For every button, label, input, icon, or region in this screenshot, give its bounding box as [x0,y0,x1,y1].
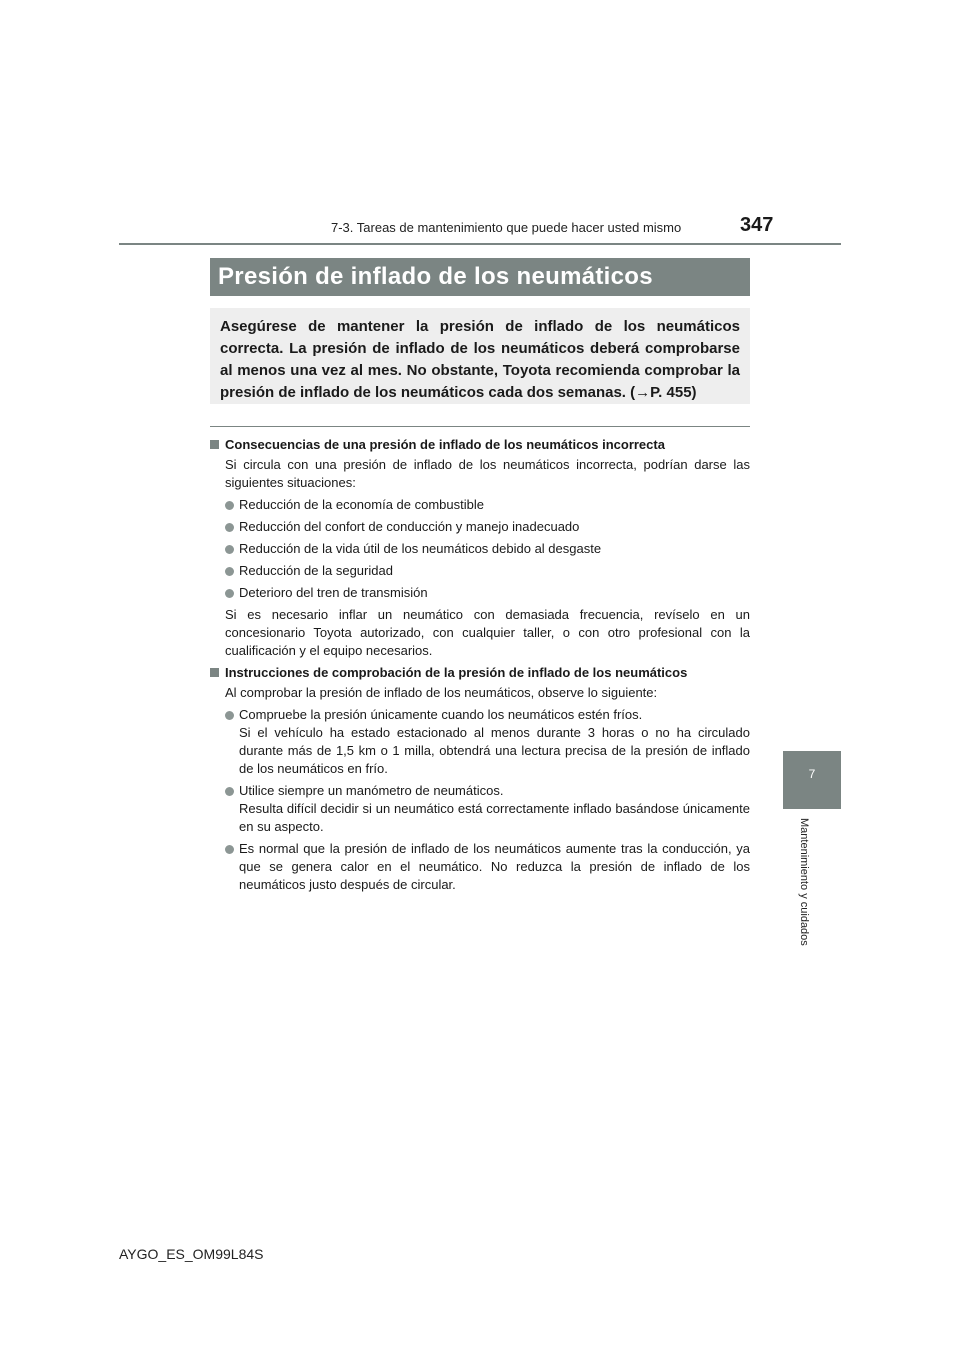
document-code: AYGO_ES_OM99L84S [119,1246,264,1262]
section-heading [210,436,750,454]
section-heading-text: Consecuencias de una presión de inflado de los neumáticos incorrecta [225,437,665,452]
square-bullet-icon [210,668,219,677]
list-item [225,782,750,836]
list-item-text: Reducción de la vida útil de los neumáticos debido al desgaste [239,541,602,556]
list-item [225,496,750,514]
round-bullet-icon [225,787,234,796]
chapter-label: Mantenimiento y cuidados [798,818,810,946]
list-item-text: Reducción del confort de conducción y manejo inadecuado [239,519,580,534]
section-lead: Al comprobar la presión de inflado de los neumáticos, observe lo siguiente: [225,685,658,700]
section-divider [210,426,750,427]
list-item-text: Deterioro del tren de transmisión [239,585,428,600]
chapter-tab [783,751,841,809]
list-item-main: Es normal que la presión de inflado de los neumáticos aumente tras la conducción, ya que se genera calor en el neumático. No reduzca la presión de inflado de los neumáticos justo después de circular. [239,841,750,892]
chapter-number: 7 [808,767,816,781]
section-heading [210,664,750,682]
list-item-text [239,706,750,778]
page-title: Presión de inflado de los neumáticos [210,258,750,296]
header-section-title: 7-3. Tareas de mantenimiento que puede hacer usted mismo [331,220,682,235]
list-item [225,584,750,602]
content [210,436,750,898]
round-bullet-icon [225,545,234,554]
list-item-detail: Si el vehículo ha estado estacionado al menos durante 3 horas o no ha circulado durante más de 1,5 km o 1 milla, obtendrá una lectura precisa de la presión de inflado de los neumáticos en frío. [239,725,750,776]
page-number: 347 [740,214,774,236]
round-bullet-icon [225,711,234,720]
list-item [225,518,750,536]
round-bullet-icon [225,845,234,854]
intro-text: Asegúrese de mantener la presión de inflado de los neumáticos correcta. La presión de inflado de los neumáticos deberá comprobarse al menos una vez al mes. No obstante, Toyota recomienda comprobar la presión de inflado de los neumáticos cada dos semanas. (→P. 455) [220,318,740,401]
round-bullet-icon [225,501,234,510]
round-bullet-icon [225,589,234,598]
list-item [225,540,750,558]
list-item [225,840,750,894]
list-item-detail: Resulta difícil decidir si un neumático está correctamente inflado basándose únicamente en su aspecto. [239,801,750,834]
section-heading-text: Instrucciones de comprobación de la presión de inflado de los neumáticos [225,665,688,680]
list-item-main: Compruebe la presión únicamente cuando los neumáticos estén fríos. [239,707,643,722]
list-item-text: Reducción de la seguridad [239,563,393,578]
list-item [225,706,750,778]
intro-box [210,308,750,404]
square-bullet-icon [210,440,219,449]
list-item-text [239,782,750,836]
list-item-text: Reducción de la economía de combustible [239,497,484,512]
section-lead: Si circula con una presión de inflado de los neumáticos incorrecta, podrían darse las siguientes situaciones: [225,457,750,490]
list-item-text [239,840,750,894]
section-closing: Si es necesario inflar un neumático con demasiada frecuencia, revíselo en un concesionario Toyota autorizado, con cualquier taller, o con otro profesional con la cualificación y el equipo necesarios. [225,607,750,658]
list-item-main: Utilice siempre un manómetro de neumáticos. [239,783,504,798]
header-divider [119,243,841,245]
round-bullet-icon [225,523,234,532]
list-item [225,562,750,580]
round-bullet-icon [225,567,234,576]
